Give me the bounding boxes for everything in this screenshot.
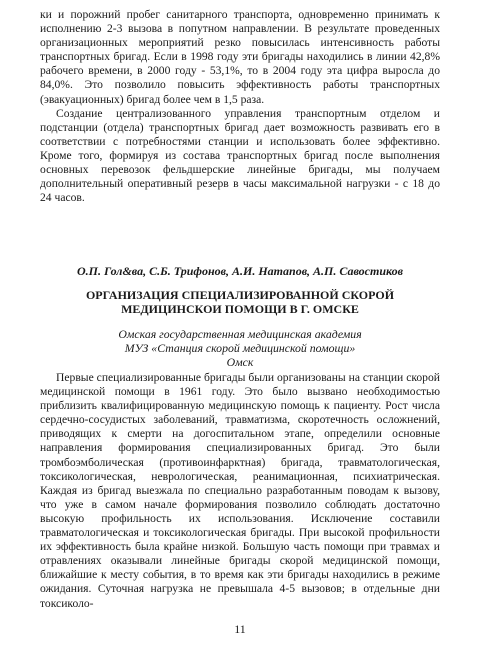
- paragraph-continuation: ки и порожний пробег санитарного транспорта, одновременно принимать к исполнению 2-3 вызова в попутном направлении. В результате проведенных организационных мероприятий резко повысилась интенсивность работы транспортных бригад. Если в 1998 году эти бригады находились в линии 42,8% рабочего времени, в 2000 году - 53,1%, то в 2004 году эта цифра выросла до 84,0%. Это позволило повысить эффективность работы транспортных (эвакуационных) бригад более чем в 1,5 раза.: [40, 8, 440, 106]
- paragraph-transport-management: Создание централизованного управления транспортным отделом и подстанции (отдела) транспортных бригад дает возможность развивать его в соответствии с потребностями станции и использовать более эффективно. Кроме того, формируя из состава транспортных бригад после выполнения основных перевозок фельдшерские линейные бригады, мы получаем дополнительный оперативный резерв в часы максимальной нагрузки - с 18 до 24 часов.: [40, 106, 440, 205]
- affiliation-station: МУЗ «Станция скорой медицинской помощи»: [124, 341, 356, 355]
- article-body-paragraph: Первые специализированные бригады были организованы на станции скорой медицинской помощи в 1961 году. Это было вызвано необходимостью приблизить квалифицированную медицинскую помощь к пациенту. Рост числа сердечно-сосудистых заболеваний, травматизма, скоротечность осложнений, приводящих к смерти на догоспитальном этапе, определили основные направления формирования специализированных бригад. Это были тромбоэмболическая (противоинфарктная) бригада, травматологическая, токсикологическая, неврологическая, реанимационная, психиатрическая. Каждая из бригад выезжала по специально разработанным поводам к вызову, что уже в самом начале формирования позволило соблюдать достаточно высокую профильность их использования. Исключение составили травматологическая и токсикологическая бригады. При высокой профильности их эффективность была крайне низкой. Большую часть помощи при травмах и отравлениях оказывали линейные бригады скорой медицинской помощи, ближайшие к месту события, в то время как эти бригады находились в режиме ожидания. Суточная нагрузка не превышала 4-5 вызовов; в отдельные дни токсиколо-: [40, 371, 440, 610]
- article-title: [40, 288, 440, 316]
- page-number: 11: [234, 622, 246, 636]
- article-title-line-2: МЕДИЦИНСКОИ ПОМОЩИ В Г. ОМСКЕ: [121, 302, 359, 316]
- article-title-line-1: ОРГАНИЗАЦИЯ СПЕЦИАЛИЗИРОВАННОЙ СКОРОЙ: [85, 288, 395, 302]
- affiliation-academy: Омская государственная медицинская академия: [118, 327, 362, 341]
- top-text-section: [40, 8, 440, 205]
- article-affiliation: [40, 327, 440, 369]
- affiliation-city: Омск: [226, 355, 254, 369]
- article-body: [40, 371, 440, 611]
- article-authors: О.П. Гол&ва, С.Б. Трифонов, А.И. Натапов, А.П. Савостиков: [76, 264, 404, 278]
